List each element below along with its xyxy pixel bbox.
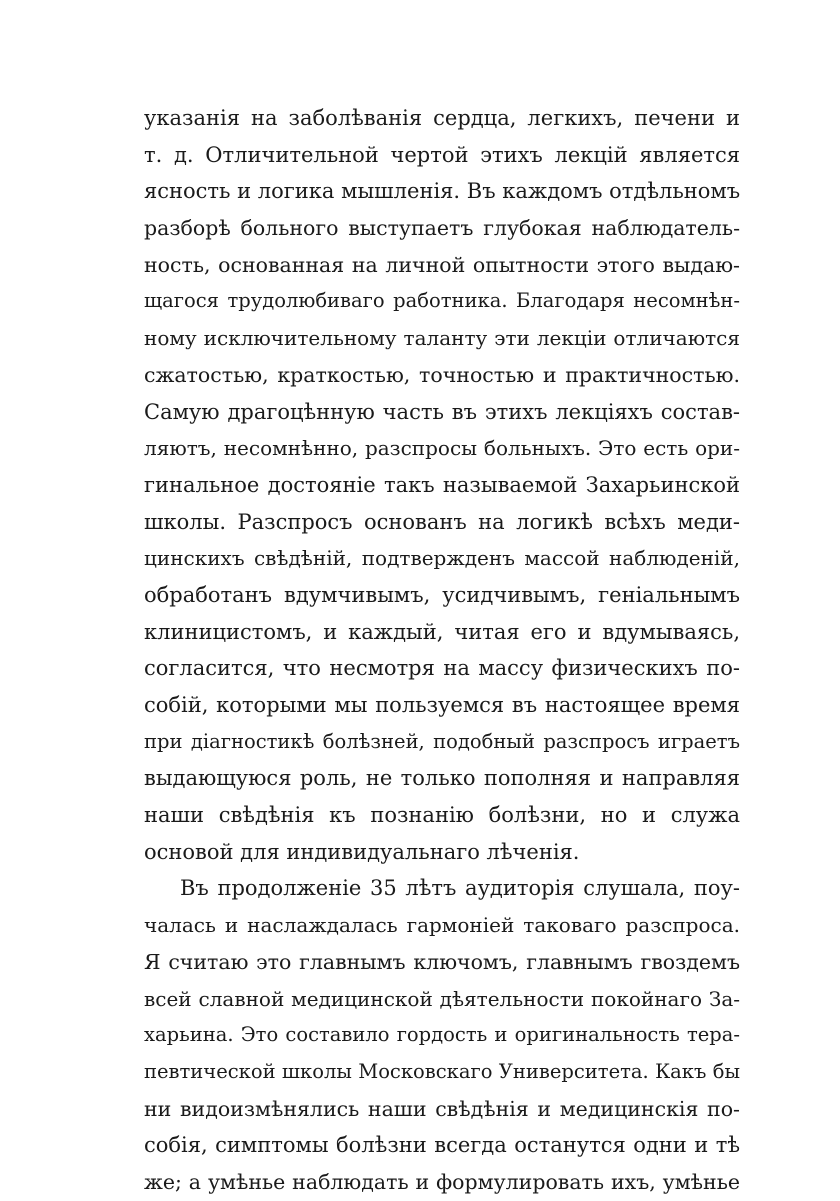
text-line: указанія на заболѣванія сердца, легкихъ, печени и <box>144 106 740 130</box>
text-line: собій, которыми мы пользуемся въ настоящее время <box>144 693 740 717</box>
text-line: певтической школы Московскаго Университета. Какъ бы <box>144 1059 740 1083</box>
text-line: основой для индивидуальнаго лѣченія. <box>144 839 580 864</box>
text-line: ясность и логика мышленія. Въ каждомъ отдѣльномъ <box>144 179 741 204</box>
text-line: Самую драгоцѣнную часть въ этихъ лекціяхъ состав- <box>144 399 740 424</box>
paragraph-2 <box>144 870 740 1200</box>
text-line: ни видоизмѣнялись наши свѣдѣнія и медицинскія по- <box>144 1096 740 1121</box>
text-line: гинальное достояніе такъ называемой Захарьинской <box>144 472 740 497</box>
text-line: ность, основанная на личной опытности этого выдаю- <box>144 252 740 277</box>
text-line: цинскихъ свѣдѣній, подтвержденъ массой наблюденій, <box>144 546 740 571</box>
text-line: Въ продолженіе 35 лѣтъ аудиторія слушала, поу- <box>180 876 740 901</box>
text-line: клиницистомъ, и каждый, читая его и вдумываясь, <box>144 619 740 644</box>
text-line: харьина. Это составило гордость и оригинальность тера- <box>144 1023 740 1047</box>
text-line: щагося трудолюбиваго работника. Благодаря несомнѣн- <box>144 289 740 313</box>
text-line: т. д. Отличительной чертой этихъ лекцій является <box>144 142 740 167</box>
text-line: наши свѣдѣнія къ познанію болѣзни, но и служа <box>144 803 740 828</box>
text-line: ному исключительному таланту эти лекціи отличаются <box>144 326 740 351</box>
text-line: же; а умѣнье наблюдать и формулировать ихъ, умѣнье <box>144 1169 740 1194</box>
page-text <box>144 100 740 1201</box>
text-line: выдающуюся роль, не только пополняя и направляя <box>144 766 740 791</box>
text-line: при діагностикѣ болѣзней, подобный разспросъ играетъ <box>144 729 740 753</box>
text-line: чалась и наслаждалась гармоніей таковаго разспроса. <box>144 913 740 938</box>
text-line: школы. Разспросъ основанъ на логикѣ всѣхъ меди- <box>144 509 740 534</box>
text-line: Я считаю это главнымъ ключомъ, главнымъ гвоздемъ <box>144 949 740 974</box>
text-line: согласится, что несмотря на массу физическихъ по- <box>144 656 740 681</box>
text-line: всей славной медицинской дѣятельности покойнаго За- <box>144 986 740 1011</box>
text-line: сжатостью, краткостью, точностью и практичностью. <box>144 362 740 387</box>
text-line: собія, симптомы болѣзни всегда останутся одни и тѣ <box>144 1133 740 1158</box>
text-line: ляютъ, несомнѣнно, разспросы больныхъ. Это есть ори- <box>144 436 740 461</box>
text-line: обработанъ вдумчивымъ, усидчивымъ, геніальнымъ <box>144 582 740 607</box>
paragraph-1 <box>144 100 740 870</box>
text-line: разборѣ больного выступаетъ глубокая наблюдатель- <box>144 216 740 241</box>
